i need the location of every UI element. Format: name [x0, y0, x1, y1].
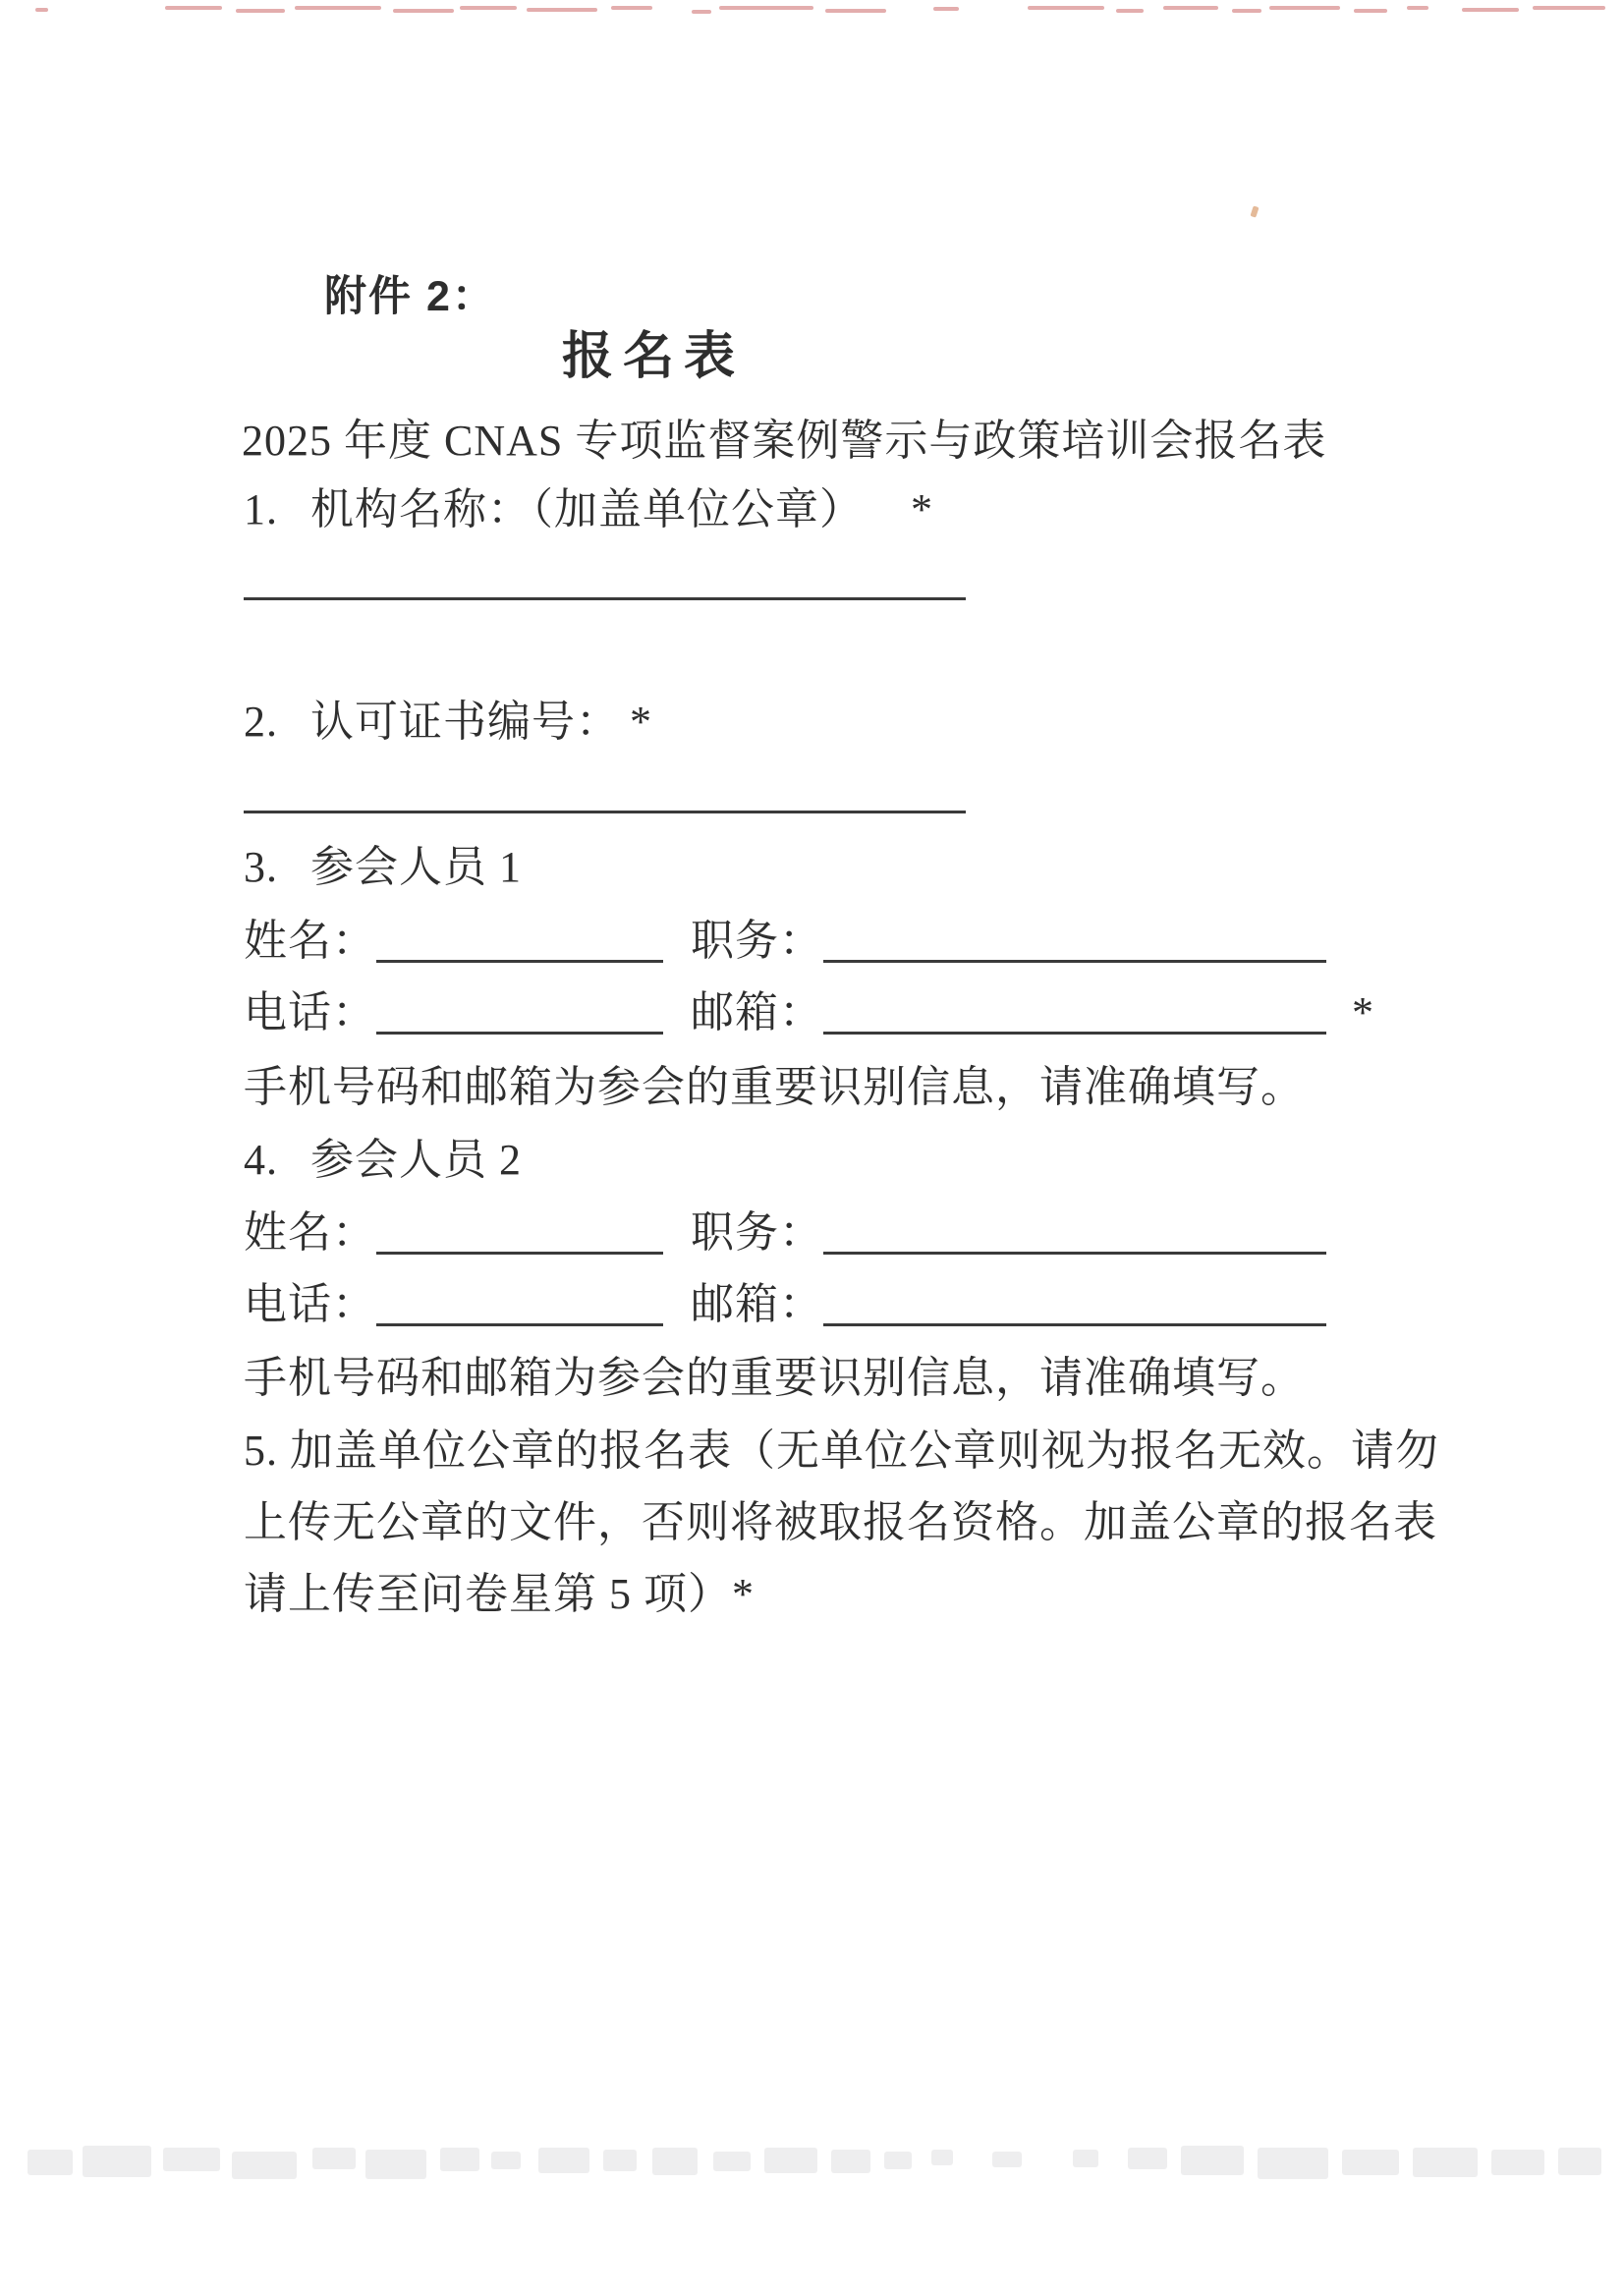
scan-mark: [538, 2148, 589, 2173]
scan-mark: [491, 2152, 521, 2169]
item-number: 3.: [244, 843, 278, 891]
participant2-name-row: [244, 1208, 1326, 1259]
scan-mark: [719, 6, 813, 10]
scan-mark: [652, 2148, 698, 2175]
participant2-contact-row: [244, 1280, 1326, 1330]
scan-mark: [1163, 6, 1218, 10]
name-label: 姓名：: [244, 917, 376, 965]
scan-mark: [28, 2150, 73, 2175]
scan-mark: [236, 9, 285, 13]
scan-mark: [440, 2148, 479, 2171]
scan-mark: [825, 9, 886, 13]
scan-mark: [1028, 6, 1104, 10]
item-stamped-form-line-1: 5. 加盖单位公章的报名表（无单位公章则视为报名无效。请勿: [244, 1427, 1439, 1475]
position-label: 职务：: [691, 917, 823, 965]
scan-mark: [1413, 2148, 1478, 2177]
accuracy-note-1: 手机号码和邮箱为参会的重要识别信息，请准确填写。: [244, 1063, 1305, 1111]
scan-speck: [1250, 205, 1259, 217]
scan-mark: [1491, 2150, 1544, 2175]
scan-mark: [603, 2150, 637, 2171]
email-label: 邮箱：: [691, 988, 823, 1036]
participant1-contact-row: [244, 988, 1374, 1038]
scan-mark: [1407, 6, 1428, 10]
scan-mark: [163, 2148, 220, 2171]
item-label: 参会人员 2: [310, 1136, 522, 1184]
scan-mark: [1258, 2148, 1328, 2179]
scan-mark: [1181, 2146, 1244, 2175]
scan-mark: [165, 6, 222, 10]
scan-mark: [1558, 2148, 1601, 2175]
scan-mark: [713, 2152, 751, 2171]
scan-mark: [35, 8, 48, 12]
required-asterisk: *: [630, 698, 652, 746]
scan-mark: [1232, 9, 1261, 13]
scan-mark: [1342, 2150, 1399, 2175]
scan-mark: [527, 8, 597, 12]
form-subtitle: 2025 年度 CNAS 专项监督案例警示与政策培训会报名表: [242, 417, 1327, 465]
scan-mark: [692, 10, 711, 14]
blank-line-institution: [244, 597, 966, 600]
position-blank: [823, 1222, 1326, 1255]
scan-mark: [1128, 2148, 1167, 2169]
required-asterisk: *: [1352, 988, 1374, 1036]
name-blank: [376, 1222, 663, 1255]
scan-mark: [831, 2150, 870, 2173]
name-blank: [376, 930, 663, 963]
scan-mark: [83, 2146, 151, 2177]
item-institution-name: [244, 485, 933, 535]
scan-mark: [1116, 9, 1144, 13]
item-participant-2: [244, 1136, 522, 1186]
email-label: 邮箱：: [691, 1280, 823, 1328]
phone-blank: [376, 1002, 663, 1035]
item-label: 机构名称：（加盖单位公章）: [310, 485, 864, 533]
item-number: 2.: [244, 698, 278, 746]
scan-mark: [931, 2150, 953, 2165]
phone-blank: [376, 1294, 663, 1326]
email-blank: [823, 1002, 1326, 1035]
item-number: 4.: [244, 1136, 278, 1184]
blank-line-certificate: [244, 811, 966, 813]
scan-mark: [232, 2152, 297, 2179]
item-stamped-form-line-2: 上传无公章的文件，否则将被取报名资格。加盖公章的报名表: [244, 1498, 1437, 1546]
name-label: 姓名：: [244, 1208, 376, 1257]
scan-mark: [312, 2148, 356, 2169]
scan-mark: [933, 7, 959, 11]
participant1-name-row: [244, 917, 1326, 967]
scan-mark: [295, 6, 381, 10]
item-stamped-form-line-3: 请上传至问卷星第 5 项）*: [244, 1570, 755, 1618]
scan-mark: [1073, 2150, 1098, 2167]
scan-mark: [365, 2150, 426, 2179]
scan-mark: [992, 2152, 1022, 2167]
required-asterisk: *: [911, 485, 933, 533]
scan-mark: [611, 6, 652, 10]
scan-mark: [460, 6, 517, 10]
item-participant-1: [244, 843, 522, 893]
item-label: 参会人员 1: [310, 843, 522, 891]
scan-mark: [1462, 8, 1519, 12]
page-title: 报名表: [562, 328, 746, 385]
scan-mark: [1269, 6, 1340, 10]
scan-mark: [393, 9, 454, 13]
attachment-label: 附件 2：: [324, 273, 496, 320]
position-blank: [823, 930, 1326, 963]
phone-label: 电话：: [244, 1280, 376, 1328]
scan-mark: [1354, 9, 1387, 13]
item-label: 认可证书编号：: [310, 698, 620, 746]
email-blank: [823, 1294, 1326, 1326]
scan-mark: [1533, 6, 1605, 10]
item-number: 1.: [244, 485, 278, 533]
scan-mark: [884, 2152, 912, 2169]
phone-label: 电话：: [244, 988, 376, 1036]
item-certificate-number: [244, 698, 652, 748]
accuracy-note-2: 手机号码和邮箱为参会的重要识别信息，请准确填写。: [244, 1354, 1305, 1402]
scan-mark: [764, 2148, 817, 2173]
position-label: 职务：: [691, 1208, 823, 1257]
